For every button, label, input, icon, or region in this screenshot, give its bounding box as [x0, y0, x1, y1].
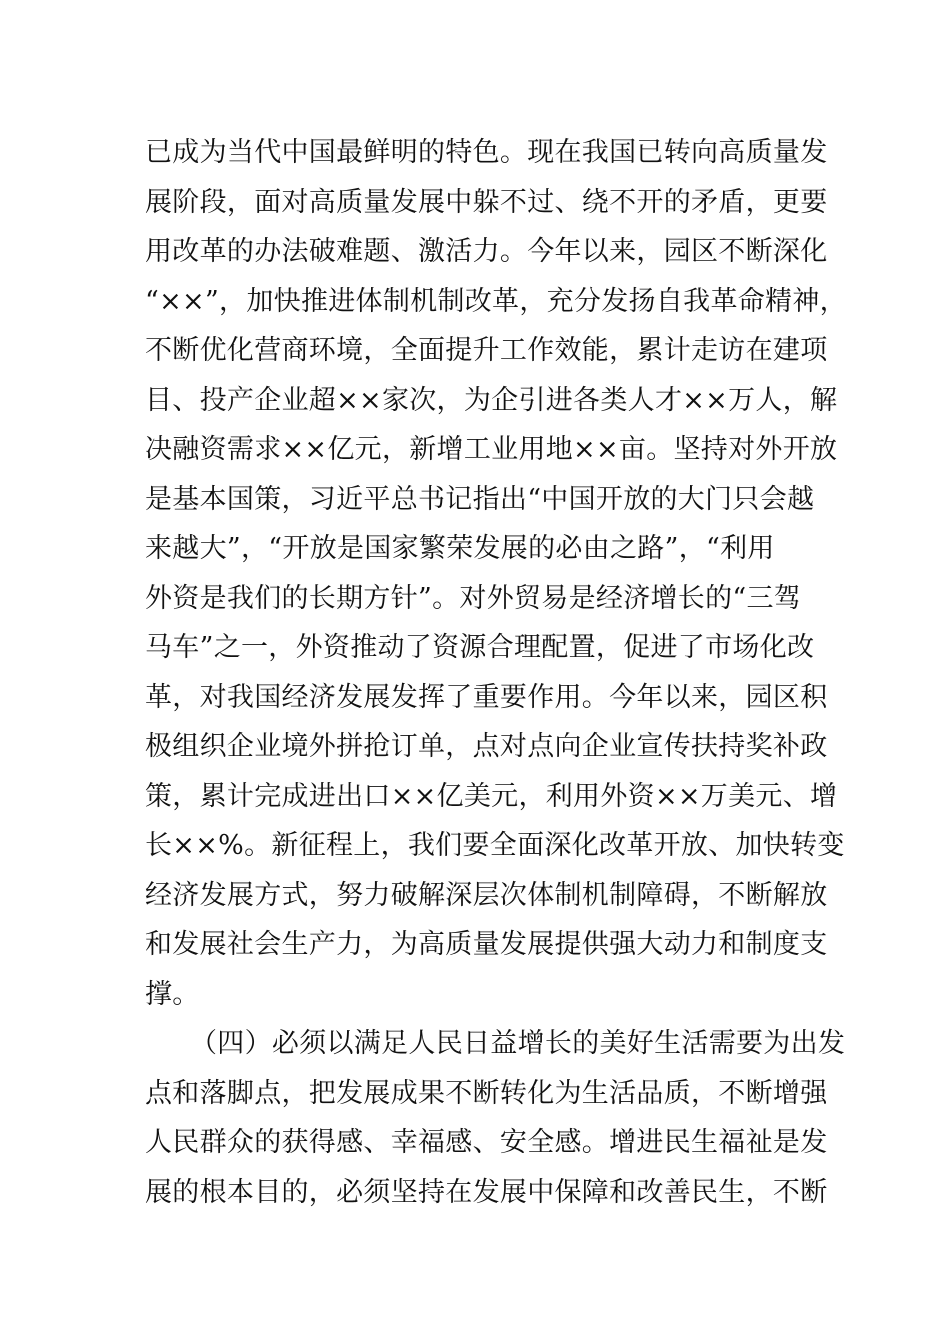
text-line: 革，对我国经济发展发挥了重要作用。今年以来，园区积 [145, 682, 828, 713]
text-line: 撑。 [145, 979, 200, 1010]
text-line: 目、投产企业超××家次，为企引进各类人才××万人，解 [145, 385, 838, 416]
text-line: 策，累计完成进出口××亿美元，利用外资××万美元、增 [145, 781, 838, 812]
text-line: “××”，加快推进体制机制改革，充分发扬自我革命精神， [145, 286, 847, 317]
text-line: 人民群众的获得感、幸福感、安全感。增进民生福祉是发 [145, 1127, 828, 1158]
text-line: 不断优化营商环境，全面提升工作效能，累计走访在建项 [145, 335, 828, 366]
text-line: 展阶段，面对高质量发展中躲不过、绕不开的矛盾，更要 [145, 187, 828, 218]
text-line: 外资是我们的长期方针”。对外贸易是经济增长的“三驾 [145, 583, 802, 614]
text-line: 决融资需求××亿元，新增工业用地××亩。坚持对外开放 [145, 434, 838, 465]
section-heading-line: （四）必须以满足人民日益增长的美好生活需要为出发 [190, 1028, 846, 1059]
text-line: 用改革的办法破难题、激活力。今年以来，园区不断深化 [145, 236, 828, 267]
text-line: 是基本国策，习近平总书记指出“中国开放的大门只会越 [145, 484, 815, 515]
text-line: 马车”之一，外资推动了资源合理配置，促进了市场化改 [145, 632, 815, 663]
text-line: 极组织企业境外拼抢订单，点对点向企业宣传扶持奖补政 [145, 731, 828, 762]
text-line: 已成为当代中国最鲜明的特色。现在我国已转向高质量发 [145, 137, 828, 168]
text-line: 来越大”，“开放是国家繁荣发展的必由之路”，“利用 [145, 533, 775, 564]
text-line: 和发展社会生产力，为高质量发展提供强大动力和制度支 [145, 929, 828, 960]
text-line: 长××%。新征程上，我们要全面深化改革开放、加快转变 [145, 830, 845, 861]
text-line: 点和落脚点，把发展成果不断转化为生活品质，不断增强 [145, 1078, 828, 1109]
text-line: 经济发展方式，努力破解深层次体制机制障碍，不断解放 [145, 880, 828, 911]
text-line: 展的根本目的，必须坚持在发展中保障和改善民生，不断 [145, 1177, 828, 1208]
